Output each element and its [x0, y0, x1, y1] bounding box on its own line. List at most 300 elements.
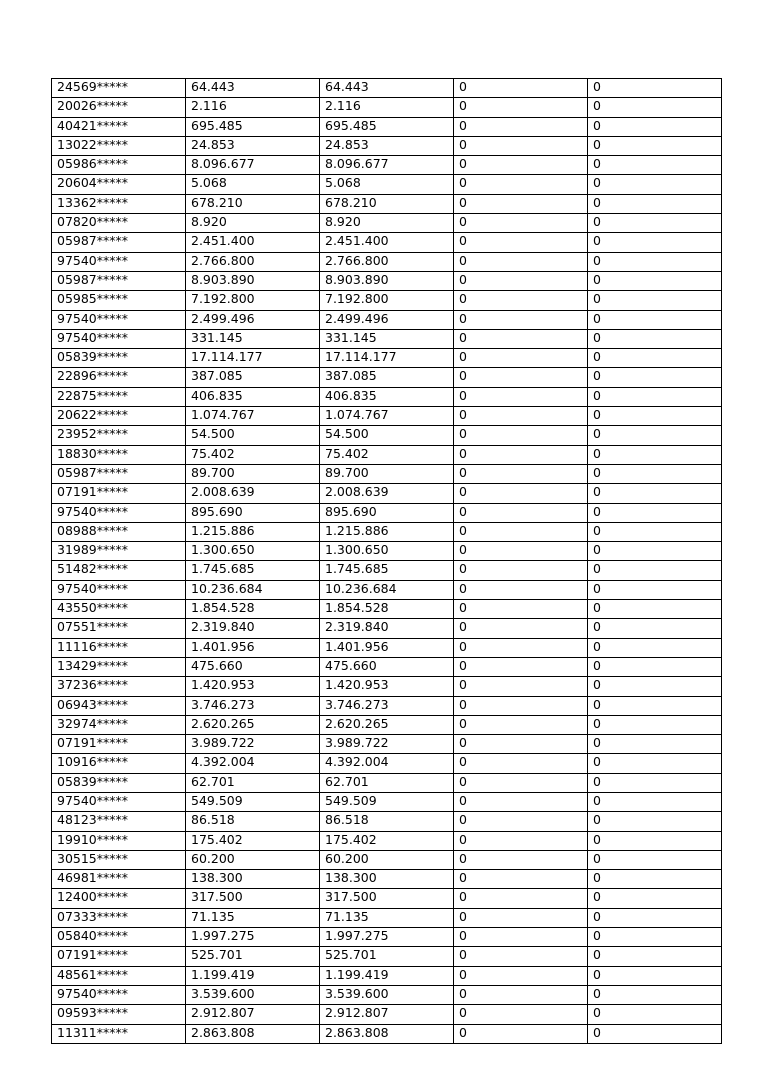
table-row [52, 522, 722, 541]
zero-cell-a: 0 [454, 889, 588, 908]
zero-cell-a: 0 [454, 98, 588, 117]
zero-cell-a: 0 [454, 850, 588, 869]
id-cell: 05840***** [52, 928, 186, 947]
id-cell: 20604***** [52, 175, 186, 194]
amount-repeat-cell: 2.008.639 [320, 484, 454, 503]
amount-repeat-cell: 5.068 [320, 175, 454, 194]
amount-repeat-cell: 17.114.177 [320, 349, 454, 368]
table-row [52, 98, 722, 117]
amount-cell: 1.199.419 [186, 966, 320, 985]
amount-cell: 549.509 [186, 792, 320, 811]
id-cell: 30515***** [52, 850, 186, 869]
amount-cell: 1.074.767 [186, 407, 320, 426]
id-cell: 07191***** [52, 484, 186, 503]
table-row [52, 136, 722, 155]
zero-cell-b: 0 [588, 561, 722, 580]
id-cell: 97540***** [52, 985, 186, 1004]
amount-cell: 24.853 [186, 136, 320, 155]
zero-cell-b: 0 [588, 349, 722, 368]
zero-cell-b: 0 [588, 947, 722, 966]
table-row [52, 117, 722, 136]
amount-repeat-cell: 1.199.419 [320, 966, 454, 985]
zero-cell-b: 0 [588, 445, 722, 464]
zero-cell-b: 0 [588, 484, 722, 503]
zero-cell-b: 0 [588, 696, 722, 715]
id-cell: 05985***** [52, 291, 186, 310]
id-cell: 07551***** [52, 619, 186, 638]
id-cell: 40421***** [52, 117, 186, 136]
zero-cell-b: 0 [588, 985, 722, 1004]
amount-repeat-cell: 3.539.600 [320, 985, 454, 1004]
id-cell: 19910***** [52, 831, 186, 850]
id-cell: 97540***** [52, 580, 186, 599]
zero-cell-a: 0 [454, 156, 588, 175]
zero-cell-a: 0 [454, 754, 588, 773]
amount-repeat-cell: 1.401.956 [320, 638, 454, 657]
zero-cell-b: 0 [588, 503, 722, 522]
id-cell: 22896***** [52, 368, 186, 387]
table-row [52, 214, 722, 233]
id-cell: 37236***** [52, 677, 186, 696]
amount-cell: 60.200 [186, 850, 320, 869]
id-cell: 12400***** [52, 889, 186, 908]
amount-cell: 62.701 [186, 773, 320, 792]
id-cell: 20026***** [52, 98, 186, 117]
table-row [52, 291, 722, 310]
amount-repeat-cell: 678.210 [320, 194, 454, 213]
id-cell: 11311***** [52, 1024, 186, 1043]
id-cell: 05987***** [52, 271, 186, 290]
zero-cell-a: 0 [454, 600, 588, 619]
table-row [52, 677, 722, 696]
amount-cell: 2.912.807 [186, 1005, 320, 1024]
amount-repeat-cell: 2.499.496 [320, 310, 454, 329]
zero-cell-a: 0 [454, 928, 588, 947]
zero-cell-a: 0 [454, 368, 588, 387]
zero-cell-b: 0 [588, 657, 722, 676]
zero-cell-a: 0 [454, 870, 588, 889]
zero-cell-b: 0 [588, 233, 722, 252]
table-row [52, 79, 722, 98]
zero-cell-a: 0 [454, 503, 588, 522]
amount-cell: 317.500 [186, 889, 320, 908]
zero-cell-b: 0 [588, 522, 722, 541]
id-cell: 48561***** [52, 966, 186, 985]
zero-cell-a: 0 [454, 908, 588, 927]
table-row [52, 175, 722, 194]
zero-cell-a: 0 [454, 1005, 588, 1024]
zero-cell-b: 0 [588, 271, 722, 290]
amount-repeat-cell: 3.746.273 [320, 696, 454, 715]
table-row [52, 484, 722, 503]
amount-cell: 71.135 [186, 908, 320, 927]
table-row [52, 908, 722, 927]
amount-cell: 1.854.528 [186, 600, 320, 619]
amount-repeat-cell: 138.300 [320, 870, 454, 889]
zero-cell-b: 0 [588, 156, 722, 175]
zero-cell-b: 0 [588, 715, 722, 734]
amount-cell: 7.192.800 [186, 291, 320, 310]
zero-cell-a: 0 [454, 233, 588, 252]
zero-cell-a: 0 [454, 561, 588, 580]
amount-repeat-cell: 475.660 [320, 657, 454, 676]
amount-cell: 1.215.886 [186, 522, 320, 541]
zero-cell-a: 0 [454, 194, 588, 213]
id-cell: 07820***** [52, 214, 186, 233]
table-row [52, 542, 722, 561]
zero-cell-b: 0 [588, 79, 722, 98]
id-cell: 18830***** [52, 445, 186, 464]
zero-cell-b: 0 [588, 773, 722, 792]
id-cell: 05987***** [52, 464, 186, 483]
amount-cell: 138.300 [186, 870, 320, 889]
zero-cell-a: 0 [454, 773, 588, 792]
amount-cell: 4.392.004 [186, 754, 320, 773]
zero-cell-a: 0 [454, 271, 588, 290]
table-row [52, 735, 722, 754]
id-cell: 51482***** [52, 561, 186, 580]
zero-cell-b: 0 [588, 619, 722, 638]
id-cell: 13022***** [52, 136, 186, 155]
table-row [52, 966, 722, 985]
amount-cell: 678.210 [186, 194, 320, 213]
zero-cell-b: 0 [588, 850, 722, 869]
table-row [52, 349, 722, 368]
table-body [52, 79, 722, 1044]
id-cell: 11116***** [52, 638, 186, 657]
zero-cell-b: 0 [588, 831, 722, 850]
amount-cell: 1.420.953 [186, 677, 320, 696]
zero-cell-a: 0 [454, 445, 588, 464]
amount-cell: 175.402 [186, 831, 320, 850]
amount-repeat-cell: 24.853 [320, 136, 454, 155]
zero-cell-b: 0 [588, 310, 722, 329]
amount-repeat-cell: 1.745.685 [320, 561, 454, 580]
amount-repeat-cell: 1.300.650 [320, 542, 454, 561]
table-row [52, 831, 722, 850]
zero-cell-a: 0 [454, 522, 588, 541]
amount-cell: 8.903.890 [186, 271, 320, 290]
id-cell: 07191***** [52, 947, 186, 966]
zero-cell-b: 0 [588, 194, 722, 213]
zero-cell-a: 0 [454, 947, 588, 966]
table-row [52, 368, 722, 387]
table-row [52, 600, 722, 619]
id-cell: 97540***** [52, 252, 186, 271]
table-row [52, 870, 722, 889]
amount-repeat-cell: 406.835 [320, 387, 454, 406]
zero-cell-b: 0 [588, 136, 722, 155]
zero-cell-a: 0 [454, 426, 588, 445]
table-row [52, 1005, 722, 1024]
id-cell: 10916***** [52, 754, 186, 773]
id-cell: 20622***** [52, 407, 186, 426]
id-cell: 46981***** [52, 870, 186, 889]
amount-repeat-cell: 525.701 [320, 947, 454, 966]
id-cell: 05986***** [52, 156, 186, 175]
id-cell: 32974***** [52, 715, 186, 734]
table-row [52, 715, 722, 734]
amount-cell: 10.236.684 [186, 580, 320, 599]
table-row [52, 812, 722, 831]
amount-cell: 3.746.273 [186, 696, 320, 715]
id-cell: 97540***** [52, 310, 186, 329]
amount-cell: 2.116 [186, 98, 320, 117]
amount-cell: 2.863.808 [186, 1024, 320, 1043]
zero-cell-a: 0 [454, 1024, 588, 1043]
amount-repeat-cell: 1.997.275 [320, 928, 454, 947]
amount-cell: 2.319.840 [186, 619, 320, 638]
table-row [52, 928, 722, 947]
zero-cell-a: 0 [454, 619, 588, 638]
amount-cell: 5.068 [186, 175, 320, 194]
amount-cell: 525.701 [186, 947, 320, 966]
amount-cell: 17.114.177 [186, 349, 320, 368]
amount-cell: 406.835 [186, 387, 320, 406]
table-row [52, 252, 722, 271]
zero-cell-b: 0 [588, 908, 722, 927]
zero-cell-b: 0 [588, 117, 722, 136]
zero-cell-a: 0 [454, 831, 588, 850]
id-cell: 13429***** [52, 657, 186, 676]
zero-cell-b: 0 [588, 638, 722, 657]
table-row [52, 426, 722, 445]
id-cell: 05987***** [52, 233, 186, 252]
table-row [52, 985, 722, 1004]
zero-cell-b: 0 [588, 966, 722, 985]
amount-cell: 86.518 [186, 812, 320, 831]
amount-cell: 475.660 [186, 657, 320, 676]
zero-cell-b: 0 [588, 677, 722, 696]
table-row [52, 850, 722, 869]
zero-cell-a: 0 [454, 310, 588, 329]
amount-cell: 2.766.800 [186, 252, 320, 271]
zero-cell-a: 0 [454, 677, 588, 696]
table-row [52, 1024, 722, 1043]
zero-cell-a: 0 [454, 407, 588, 426]
amount-repeat-cell: 54.500 [320, 426, 454, 445]
amount-cell: 1.401.956 [186, 638, 320, 657]
zero-cell-b: 0 [588, 1005, 722, 1024]
amount-repeat-cell: 549.509 [320, 792, 454, 811]
id-cell: 07333***** [52, 908, 186, 927]
amount-cell: 75.402 [186, 445, 320, 464]
table-row [52, 194, 722, 213]
zero-cell-a: 0 [454, 792, 588, 811]
amount-cell: 89.700 [186, 464, 320, 483]
zero-cell-a: 0 [454, 657, 588, 676]
zero-cell-b: 0 [588, 214, 722, 233]
zero-cell-b: 0 [588, 1024, 722, 1043]
id-cell: 07191***** [52, 735, 186, 754]
amount-repeat-cell: 2.116 [320, 98, 454, 117]
zero-cell-a: 0 [454, 638, 588, 657]
id-cell: 06943***** [52, 696, 186, 715]
zero-cell-b: 0 [588, 928, 722, 947]
amount-cell: 1.300.650 [186, 542, 320, 561]
id-cell: 43550***** [52, 600, 186, 619]
amount-repeat-cell: 1.854.528 [320, 600, 454, 619]
amount-repeat-cell: 2.766.800 [320, 252, 454, 271]
amount-repeat-cell: 2.863.808 [320, 1024, 454, 1043]
id-cell: 09593***** [52, 1005, 186, 1024]
table-row [52, 464, 722, 483]
amount-repeat-cell: 89.700 [320, 464, 454, 483]
amount-cell: 3.539.600 [186, 985, 320, 1004]
amount-cell: 54.500 [186, 426, 320, 445]
id-cell: 22875***** [52, 387, 186, 406]
zero-cell-a: 0 [454, 349, 588, 368]
zero-cell-a: 0 [454, 214, 588, 233]
table-row [52, 387, 722, 406]
amount-repeat-cell: 64.443 [320, 79, 454, 98]
amount-repeat-cell: 71.135 [320, 908, 454, 927]
zero-cell-b: 0 [588, 812, 722, 831]
zero-cell-a: 0 [454, 136, 588, 155]
amount-repeat-cell: 895.690 [320, 503, 454, 522]
amount-repeat-cell: 1.074.767 [320, 407, 454, 426]
amount-cell: 64.443 [186, 79, 320, 98]
table-row [52, 271, 722, 290]
amount-cell: 8.920 [186, 214, 320, 233]
table-row [52, 696, 722, 715]
id-cell: 31989***** [52, 542, 186, 561]
id-cell: 05839***** [52, 773, 186, 792]
zero-cell-b: 0 [588, 426, 722, 445]
table-row [52, 773, 722, 792]
amount-repeat-cell: 8.920 [320, 214, 454, 233]
id-cell: 48123***** [52, 812, 186, 831]
amount-repeat-cell: 60.200 [320, 850, 454, 869]
table-row [52, 657, 722, 676]
table-row [52, 754, 722, 773]
zero-cell-b: 0 [588, 600, 722, 619]
zero-cell-b: 0 [588, 464, 722, 483]
zero-cell-a: 0 [454, 580, 588, 599]
amount-cell: 331.145 [186, 329, 320, 348]
amount-repeat-cell: 10.236.684 [320, 580, 454, 599]
zero-cell-b: 0 [588, 329, 722, 348]
amount-repeat-cell: 2.912.807 [320, 1005, 454, 1024]
zero-cell-a: 0 [454, 117, 588, 136]
amount-repeat-cell: 86.518 [320, 812, 454, 831]
amount-repeat-cell: 1.420.953 [320, 677, 454, 696]
amount-repeat-cell: 7.192.800 [320, 291, 454, 310]
zero-cell-b: 0 [588, 291, 722, 310]
amount-repeat-cell: 8.096.677 [320, 156, 454, 175]
zero-cell-a: 0 [454, 484, 588, 503]
table-row [52, 233, 722, 252]
zero-cell-a: 0 [454, 735, 588, 754]
zero-cell-a: 0 [454, 966, 588, 985]
table-row [52, 580, 722, 599]
amount-repeat-cell: 75.402 [320, 445, 454, 464]
zero-cell-b: 0 [588, 542, 722, 561]
amount-cell: 387.085 [186, 368, 320, 387]
zero-cell-a: 0 [454, 291, 588, 310]
amount-repeat-cell: 62.701 [320, 773, 454, 792]
amount-cell: 2.499.496 [186, 310, 320, 329]
amount-cell: 2.008.639 [186, 484, 320, 503]
zero-cell-a: 0 [454, 252, 588, 271]
amount-repeat-cell: 2.319.840 [320, 619, 454, 638]
amount-repeat-cell: 8.903.890 [320, 271, 454, 290]
amount-repeat-cell: 175.402 [320, 831, 454, 850]
amount-repeat-cell: 4.392.004 [320, 754, 454, 773]
id-cell: 97540***** [52, 792, 186, 811]
table-row [52, 792, 722, 811]
zero-cell-b: 0 [588, 792, 722, 811]
zero-cell-a: 0 [454, 715, 588, 734]
table-row [52, 947, 722, 966]
zero-cell-a: 0 [454, 696, 588, 715]
amount-cell: 695.485 [186, 117, 320, 136]
amount-repeat-cell: 1.215.886 [320, 522, 454, 541]
id-cell: 24569***** [52, 79, 186, 98]
zero-cell-b: 0 [588, 870, 722, 889]
zero-cell-b: 0 [588, 98, 722, 117]
table-row [52, 156, 722, 175]
table-row [52, 889, 722, 908]
zero-cell-a: 0 [454, 985, 588, 1004]
zero-cell-a: 0 [454, 79, 588, 98]
id-cell: 23952***** [52, 426, 186, 445]
table-row [52, 445, 722, 464]
zero-cell-b: 0 [588, 387, 722, 406]
amount-cell: 895.690 [186, 503, 320, 522]
table-row [52, 407, 722, 426]
amount-repeat-cell: 695.485 [320, 117, 454, 136]
amount-repeat-cell: 2.620.265 [320, 715, 454, 734]
zero-cell-a: 0 [454, 387, 588, 406]
zero-cell-b: 0 [588, 889, 722, 908]
zero-cell-b: 0 [588, 252, 722, 271]
zero-cell-b: 0 [588, 175, 722, 194]
amount-cell: 2.620.265 [186, 715, 320, 734]
amount-repeat-cell: 317.500 [320, 889, 454, 908]
table-row [52, 310, 722, 329]
id-cell: 08988***** [52, 522, 186, 541]
amount-repeat-cell: 387.085 [320, 368, 454, 387]
table-row [52, 619, 722, 638]
id-cell: 97540***** [52, 329, 186, 348]
zero-cell-a: 0 [454, 329, 588, 348]
zero-cell-b: 0 [588, 735, 722, 754]
zero-cell-a: 0 [454, 175, 588, 194]
id-cell: 05839***** [52, 349, 186, 368]
amount-repeat-cell: 331.145 [320, 329, 454, 348]
amount-repeat-cell: 3.989.722 [320, 735, 454, 754]
zero-cell-b: 0 [588, 754, 722, 773]
amount-cell: 1.745.685 [186, 561, 320, 580]
zero-cell-b: 0 [588, 580, 722, 599]
zero-cell-a: 0 [454, 542, 588, 561]
data-table [51, 78, 722, 1044]
amount-repeat-cell: 2.451.400 [320, 233, 454, 252]
amount-cell: 2.451.400 [186, 233, 320, 252]
zero-cell-a: 0 [454, 812, 588, 831]
zero-cell-b: 0 [588, 368, 722, 387]
table-row [52, 329, 722, 348]
zero-cell-b: 0 [588, 407, 722, 426]
table-row [52, 503, 722, 522]
table-row [52, 638, 722, 657]
amount-cell: 3.989.722 [186, 735, 320, 754]
id-cell: 13362***** [52, 194, 186, 213]
zero-cell-a: 0 [454, 464, 588, 483]
id-cell: 97540***** [52, 503, 186, 522]
amount-cell: 8.096.677 [186, 156, 320, 175]
